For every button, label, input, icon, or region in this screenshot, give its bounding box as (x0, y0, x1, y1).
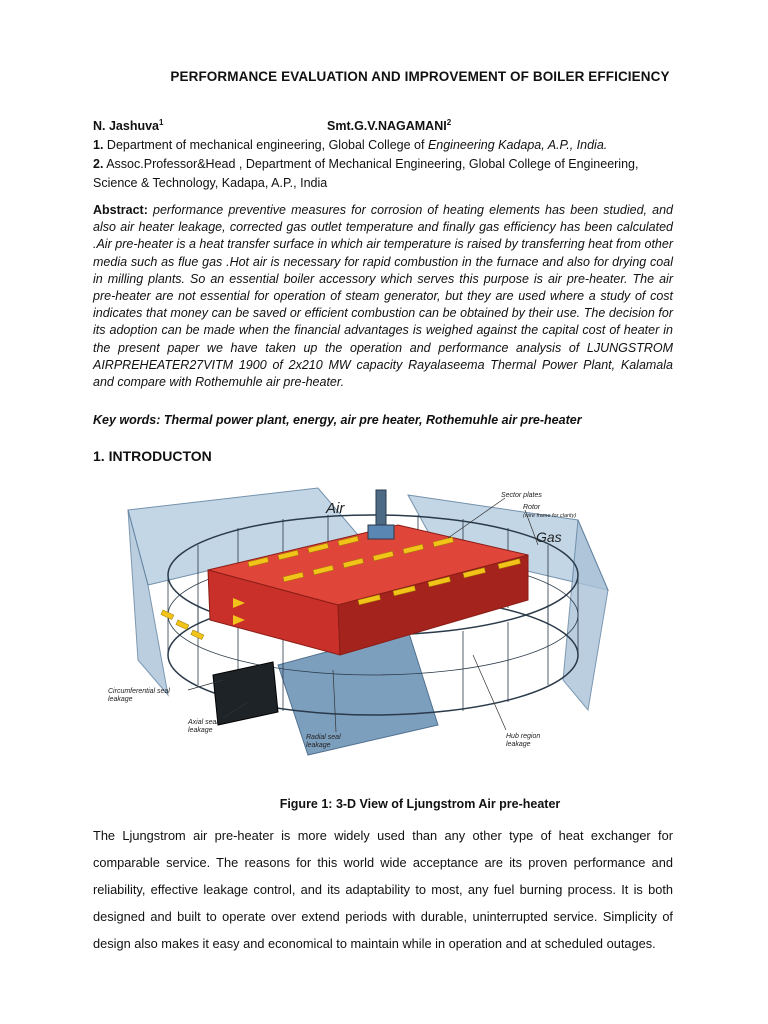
affiliation-2-text: Assoc.Professor&Head , Department of Mechanical Engineering, Global College of Engineering, Science & Technology, Kadapa, A.P., India (93, 157, 639, 190)
affiliation-1-italic: Engineering Kadapa, A.P., India. (427, 138, 608, 152)
label-air: Air (326, 500, 345, 517)
abstract (93, 202, 673, 391)
paper-title: PERFORMANCE EVALUATION AND IMPROVEMENT OF BOILER EFFICIENCY (170, 69, 670, 84)
author-2-sup: 2 (446, 118, 452, 127)
figure-caption: Figure 1: 3-D View of Ljungstrom Air pre-heater (279, 797, 561, 811)
label-circumferential-seal-2: leakage (108, 696, 133, 703)
abstract-label: Abstract: (93, 203, 148, 217)
author-line (93, 118, 452, 134)
label-rotor-note: (wire frame for clarity) (523, 513, 577, 519)
label-hub-region: Hub region (506, 733, 541, 740)
label-rotor: Rotor (523, 504, 541, 511)
author-2-name: Smt.G.V.NAGAMANI (327, 119, 447, 134)
author-2 (327, 118, 451, 133)
keywords: Key words: Thermal power plant, energy, air pre heater, Rothemuhle air pre-heater (93, 413, 582, 427)
abstract-text: performance preventive measures for corrosion of heating elements has been studied, and also air heater leakage, corrected gas outlet temperature and finally gas efficiency has been calculated .Air pre-heater is a heat transfer surface in which air temperature is raised by transferring heat from other media such as flue gas .Hot air is necessary for rapid combustion in the furnace and also for drying coal in milling plants. So an essential boiler accessory which serves this purpose is air pre-heater. The air pre-heater are not essential for operation of steam generator, but they are used where a study of cost indicates that money can be saved or efficient combustion can be obtained by their use. The decision for its adoption can be made when the financial advantages is weighed against the capital cost of heater in the present paper we have taken up the operation and performance analysis of LJUNGSTROM AIRPREHEATER27VITM 1900 of 2x210 MW capacity Rayalaseema Thermal Power Plant, Kalamala and compare with Rothemuhle air pre-heater. (93, 203, 673, 390)
affiliation-1-text: Department of mechanical engineering, Global College of (103, 138, 428, 152)
label-circumferential-seal: Circumferential seal (108, 688, 170, 695)
drive-unit (213, 662, 278, 725)
label-radial-seal-2: leakage (306, 742, 331, 749)
body-paragraph: The Ljungstrom air pre-heater is more widely used than any other type of heat exchanger for comparable service. The reasons for this world wide acceptance are its proven performance and reliability, effective leakage control, and its adaptability to most, any fuel burning process. It is both designed and built to operate over extend periods with durable, uninterrupted service. Simplicity of design also makes it easy and economical to maintain while in operation and at scheduled outages. (93, 828, 673, 951)
label-hub-region-2: leakage (506, 741, 531, 748)
affiliation-1-number: 1. (93, 138, 104, 152)
label-gas: Gas (536, 529, 562, 545)
author-1-name: N. Jashuva (93, 119, 160, 134)
section-heading: 1. INTRODUCTON (93, 448, 212, 464)
figure-air-preheater-diagram (108, 480, 648, 770)
affiliation-1 (93, 136, 675, 155)
affiliation-2 (93, 155, 675, 193)
author-1-sup: 1 (159, 118, 164, 127)
rotor-hub-cap (368, 525, 394, 539)
affiliations (93, 136, 675, 193)
label-radial-seal: Radial seal (306, 734, 341, 741)
label-sector-plates: Sector plates (501, 492, 542, 499)
label-axial-seal: Axial seal (188, 719, 218, 726)
affiliation-2-number: 2. (93, 157, 104, 171)
label-axial-seal-2: leakage (188, 727, 213, 734)
